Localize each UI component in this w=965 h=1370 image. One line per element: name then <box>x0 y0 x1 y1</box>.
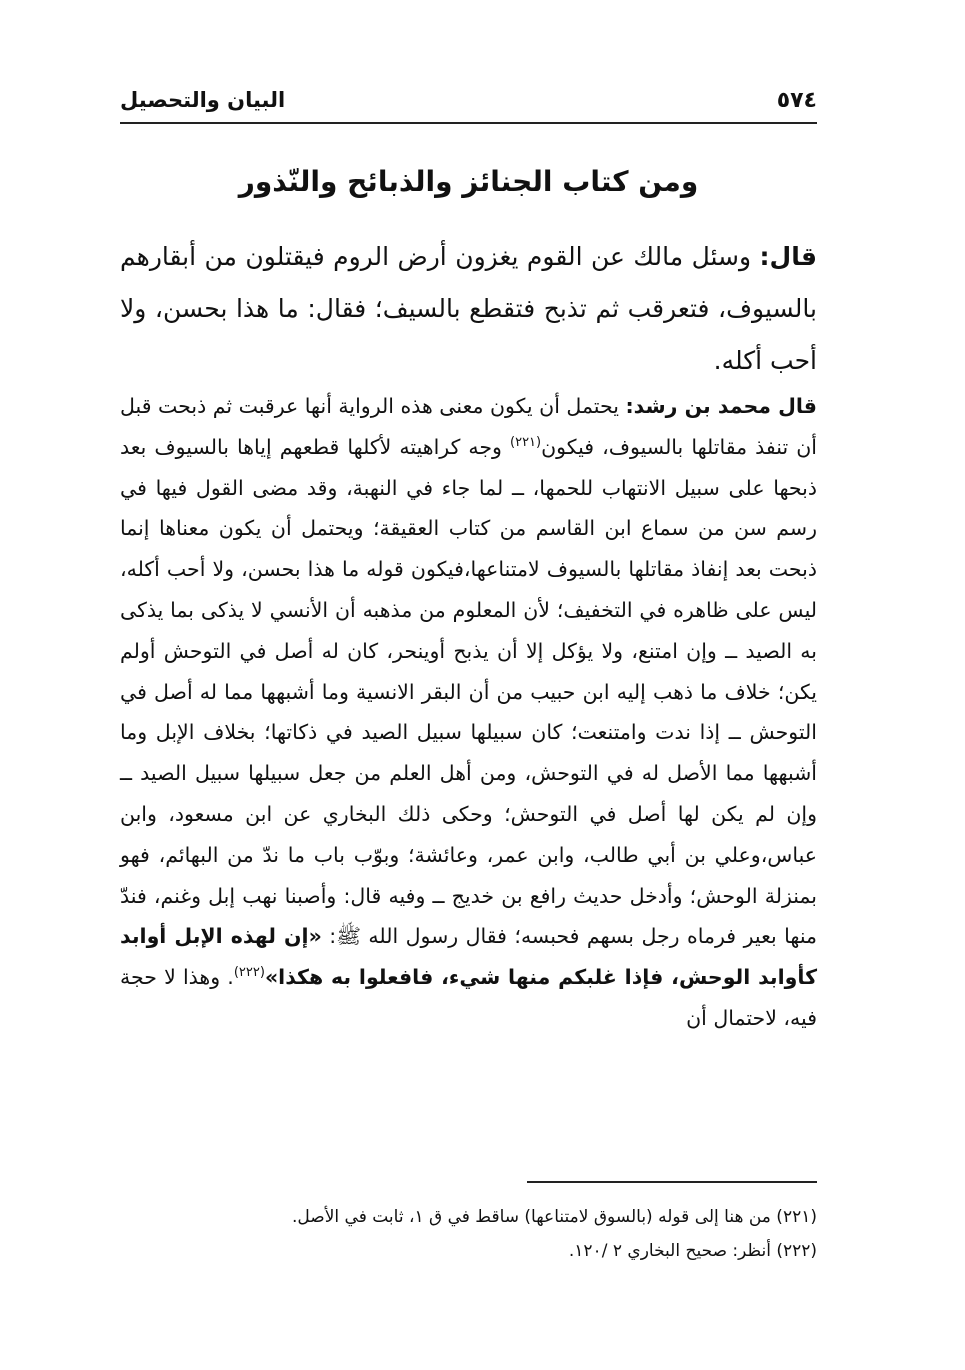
book-title: البيان والتحصيل <box>120 88 286 112</box>
commentary-text-3: . وهذا لا حجة فيه، لاحتمال أن <box>120 965 817 1030</box>
chapter-title: ومن كتاب الجنائز والذبائح والنّذور <box>238 165 699 198</box>
question-speaker: قال: <box>759 242 817 271</box>
question-paragraph <box>120 231 817 387</box>
question-text: وسئل مالك عن القوم يغزون أرض الروم فيقتلون من أبقارهم بالسيوف، فتعرقب ثم تذبح فتقطع بالسيف؛ فقال: ما هذا بحسن، ولا أحب أكله. <box>120 242 817 375</box>
footnote-ref-221[interactable]: (٢٢١) <box>510 434 542 450</box>
footnote-divider <box>527 1181 817 1183</box>
hadith-quote: «إن لهذه الإبل أوابد كأوابد الوحش، فإذا غلبكم منها شيء، فافعلوا به هكذا» <box>120 924 817 990</box>
footnote-222: (٢٢٢) أنظر: صحيح البخاري ٢ /١٢٠. <box>568 1241 817 1261</box>
page-number: ٥٧٤ <box>776 88 817 113</box>
footnote-221: (٢٢١) من هنا إلى قوله (بالسوق لامتناعها) ساقط في ق ١، ثابت في الأصل. <box>292 1207 817 1227</box>
commentary-paragraph <box>120 386 817 1039</box>
running-header <box>120 86 817 124</box>
footnotes <box>120 1200 817 1268</box>
commentary-text-2: وجه كراهيته لأكلها قطعهم إياها بالسيوف بعد ذبحها على سبيل الانتهاب للحمها، ــ لما جاء في النهبة، وقد مضى القول فيها في رسم سن من سماع ابن القاسم من كتاب العقيقة؛ ويحتمل أن يكون معناها إنما ذبحت بعد إنفاذ مقاتلها بالسيوف لامتناعها،فيكون قوله ما هذا بحسن، ولا أحب أكله، ليس على ظاهره في التخفيف؛ لأن المعلوم من مذهبه أن الأنسي لا يذكى بما يذكى به الصيد ــ وإن امتنع، ولا يؤكل إلا أن يذبح أوينحر، كان له أصل في التوحش أولم يكن؛ خلاف ما ذهب إليه ابن حبيب من أن البقر الانسية وما أشبهها مما له أصل في التوحش ــ إذا ندت وامتنعت؛ كان سبيلها سبيل الصيد في ذكاتها؛ بخلاف الإبل وما أشبهها مما الأصل له في التوحش، ومن أهل العلم من جعل سبيلها سبيل الصيد ــ وإن لم يكن لها أصل في التوحش؛ وحكى ذلك البخاري عن ابن مسعود، وابن عباس،وعلي بن أبي طالب، وابن عمر، وعائشة؛ وبوّب باب ما ندّ من البهائم، فهو بمنزلة الوحش؛ وأدخل حديث رافع بن خديج ــ وفيه قال: وأصبنا نهب إبل وغنم، فندّ منها بعير فرماه رجل بسهم فحبسه؛ فقال رسول الله ﷺ: <box>120 434 817 949</box>
commentary-speaker: قال محمد بن رشد: <box>625 394 817 418</box>
footnote-ref-222[interactable]: (٢٢٢) <box>233 965 265 981</box>
commentary-text-1: يحتمل أن يكون معنى هذه الرواية أنها عرقبت ثم ذبحت قبل أن تنفذ مقاتلها بالسيوف، فيكون <box>120 394 817 459</box>
